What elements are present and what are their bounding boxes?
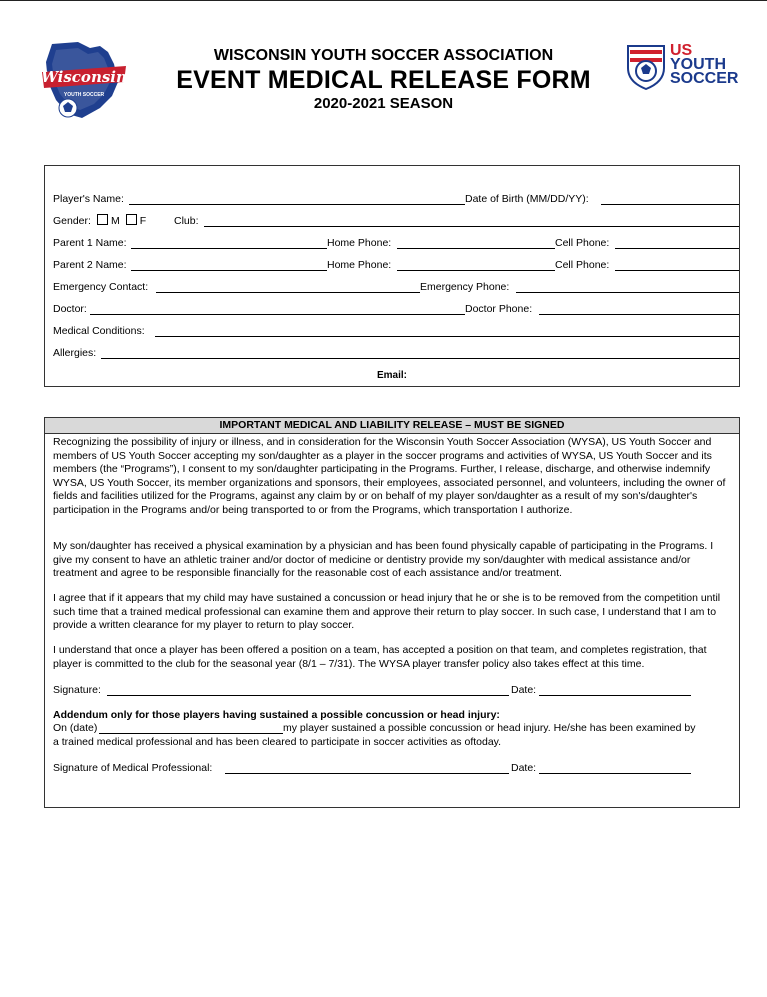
club-label: Club: <box>174 215 199 227</box>
player-name-row <box>53 192 739 208</box>
allergies-label: Allergies: <box>53 347 97 359</box>
parent1-home-phone-field[interactable] <box>397 236 555 249</box>
gender-f-checkbox[interactable] <box>126 214 137 225</box>
dob-field[interactable] <box>601 192 739 205</box>
doctor-field[interactable] <box>90 302 465 315</box>
parent1-row <box>53 236 739 252</box>
release-paragraph-2: My son/daughter has received a physical examination by a physician and has been found physically capable of participating in the Programs. I give my consent to have an athletic trainer and/or doctor of medicine or dentistry provide my son/daughter with medical assistance and/or treatment and agree to be responsible financially for the reasonable cost of each assistance and/or treatment. <box>53 540 714 579</box>
emergency-phone-label: Emergency Phone: <box>420 281 510 293</box>
medical-conditions-label: Medical Conditions: <box>53 325 145 337</box>
release-paragraph-3: I agree that if it appears that my child may have sustained a concussion or head injury that he or she is to be removed from the competition until such time that a trained medical professional can examine them and approve their return to play soccer. In such case, I understand that I am to provide a written clearance for my player to return to play soccer. <box>53 592 721 631</box>
release-paragraph-1: Recognizing the possibility of injury or illness, and in consideration for the Wisconsin Youth Soccer Association (WYSA), US Youth Soccer and members of US Youth Soccer accepting my son/daughter as a player in the soccer programs and activities of WYSA, US Youth Soccer and its members (the “Programs”), I consent to my son/daughter participating in the Programs. Further, I release, discharge, and otherwise indemnify WYSA, US Youth Soccer, its member organizations and sponsors, their employees, associated personnel, and volunteers, including the owner of fields and facilities utilized for the Programs, against any claim by or on behalf of my player son/daughter as a result of my son's/daughter's participation in the Programs and/or being transported to or from the Programs, which transportation I authorize. <box>53 436 726 516</box>
medical-signature-row <box>53 761 733 775</box>
addendum-text: my player sustained a possible concussion or head injury. He/she has been examined by <box>283 722 696 734</box>
emergency-contact-field[interactable] <box>156 280 420 293</box>
signature-label: Signature: <box>53 684 101 696</box>
organization-name: WISCONSIN YOUTH SOCCER ASSOCIATION <box>213 47 554 64</box>
signature-date-field[interactable] <box>539 683 691 696</box>
club-field[interactable] <box>204 214 739 227</box>
parent1-name-field[interactable] <box>131 236 327 249</box>
doctor-label: Doctor: <box>53 303 87 315</box>
parent2-cell-phone-label: Cell Phone: <box>555 259 610 271</box>
top-border <box>0 0 767 1</box>
release-paragraph-4: I understand that once a player has been offered a position on a team, has accepted a position on that team, and completes registration, that player is committed to the club for the seasonal year (8/1 – 7/31). The WYSA player transfer policy also takes effect at this time. <box>53 644 707 670</box>
svg-text:YOUTH SOCCER: YOUTH SOCCER <box>63 92 105 98</box>
medical-signature-date-label: Date: <box>511 762 537 774</box>
parent-signature-row <box>53 683 733 697</box>
allergies-field[interactable] <box>101 346 739 359</box>
form-title: EVENT MEDICAL RELEASE FORM <box>176 66 591 94</box>
parent2-home-phone-label: Home Phone: <box>327 259 392 271</box>
doctor-phone-field[interactable] <box>539 302 739 315</box>
email-label: Email: <box>376 370 407 381</box>
season-label: 2020-2021 SEASON <box>313 95 454 112</box>
doctor-phone-label: Doctor Phone: <box>465 303 533 315</box>
emergency-row <box>53 280 739 296</box>
medical-conditions-row <box>53 324 739 340</box>
form-header <box>0 42 767 114</box>
signature-date-label: Date: <box>511 684 537 696</box>
signature-field[interactable] <box>107 683 509 696</box>
gender-m-checkbox[interactable] <box>97 214 108 225</box>
medical-signature-date-field[interactable] <box>539 761 691 774</box>
parent2-cell-phone-field[interactable] <box>615 258 739 271</box>
parent1-label: Parent 1 Name: <box>53 237 127 249</box>
dob-label: Date of Birth (MM/DD/YY): <box>465 193 589 205</box>
parent1-cell-phone-field[interactable] <box>615 236 739 249</box>
release-heading: IMPORTANT MEDICAL AND LIABILITY RELEASE – MUST BE SIGNED <box>45 418 739 434</box>
emergency-phone-field[interactable] <box>516 280 739 293</box>
parent1-home-phone-label: Home Phone: <box>327 237 392 249</box>
parent1-cell-phone-label: Cell Phone: <box>555 237 610 249</box>
parent2-home-phone-field[interactable] <box>397 258 555 271</box>
medical-release-section <box>44 417 740 808</box>
doctor-row <box>53 302 739 318</box>
player-info-section <box>44 165 740 387</box>
medical-conditions-field[interactable] <box>155 324 739 337</box>
player-name-field[interactable] <box>129 192 465 205</box>
addendum-title: Addendum only for those players having sustained a possible concussion or head injury: <box>53 709 500 721</box>
player-name-label: Player's Name: <box>53 193 124 205</box>
injury-date-field[interactable] <box>99 721 283 734</box>
on-date-label: On (date) <box>53 722 98 734</box>
addendum-line-1 <box>53 721 733 735</box>
medical-signature-label: Signature of Medical Professional: <box>53 762 213 774</box>
gender-club-row <box>53 214 739 230</box>
parent2-name-field[interactable] <box>131 258 327 271</box>
addendum-line-2: a trained medical professional and has been cleared to participate in soccer activities as oftoday. <box>53 736 502 748</box>
gender-label: Gender: M F <box>53 215 147 227</box>
us-youth-soccer-wordmark: US YOUTH SOCCER <box>670 42 739 87</box>
medical-signature-field[interactable] <box>225 761 509 774</box>
svg-text:Wisconsin: Wisconsin <box>41 68 127 86</box>
parent2-row <box>53 258 739 274</box>
emergency-contact-label: Emergency Contact: <box>53 281 149 293</box>
allergies-row <box>53 346 739 362</box>
parent2-label: Parent 2 Name: <box>53 259 127 271</box>
